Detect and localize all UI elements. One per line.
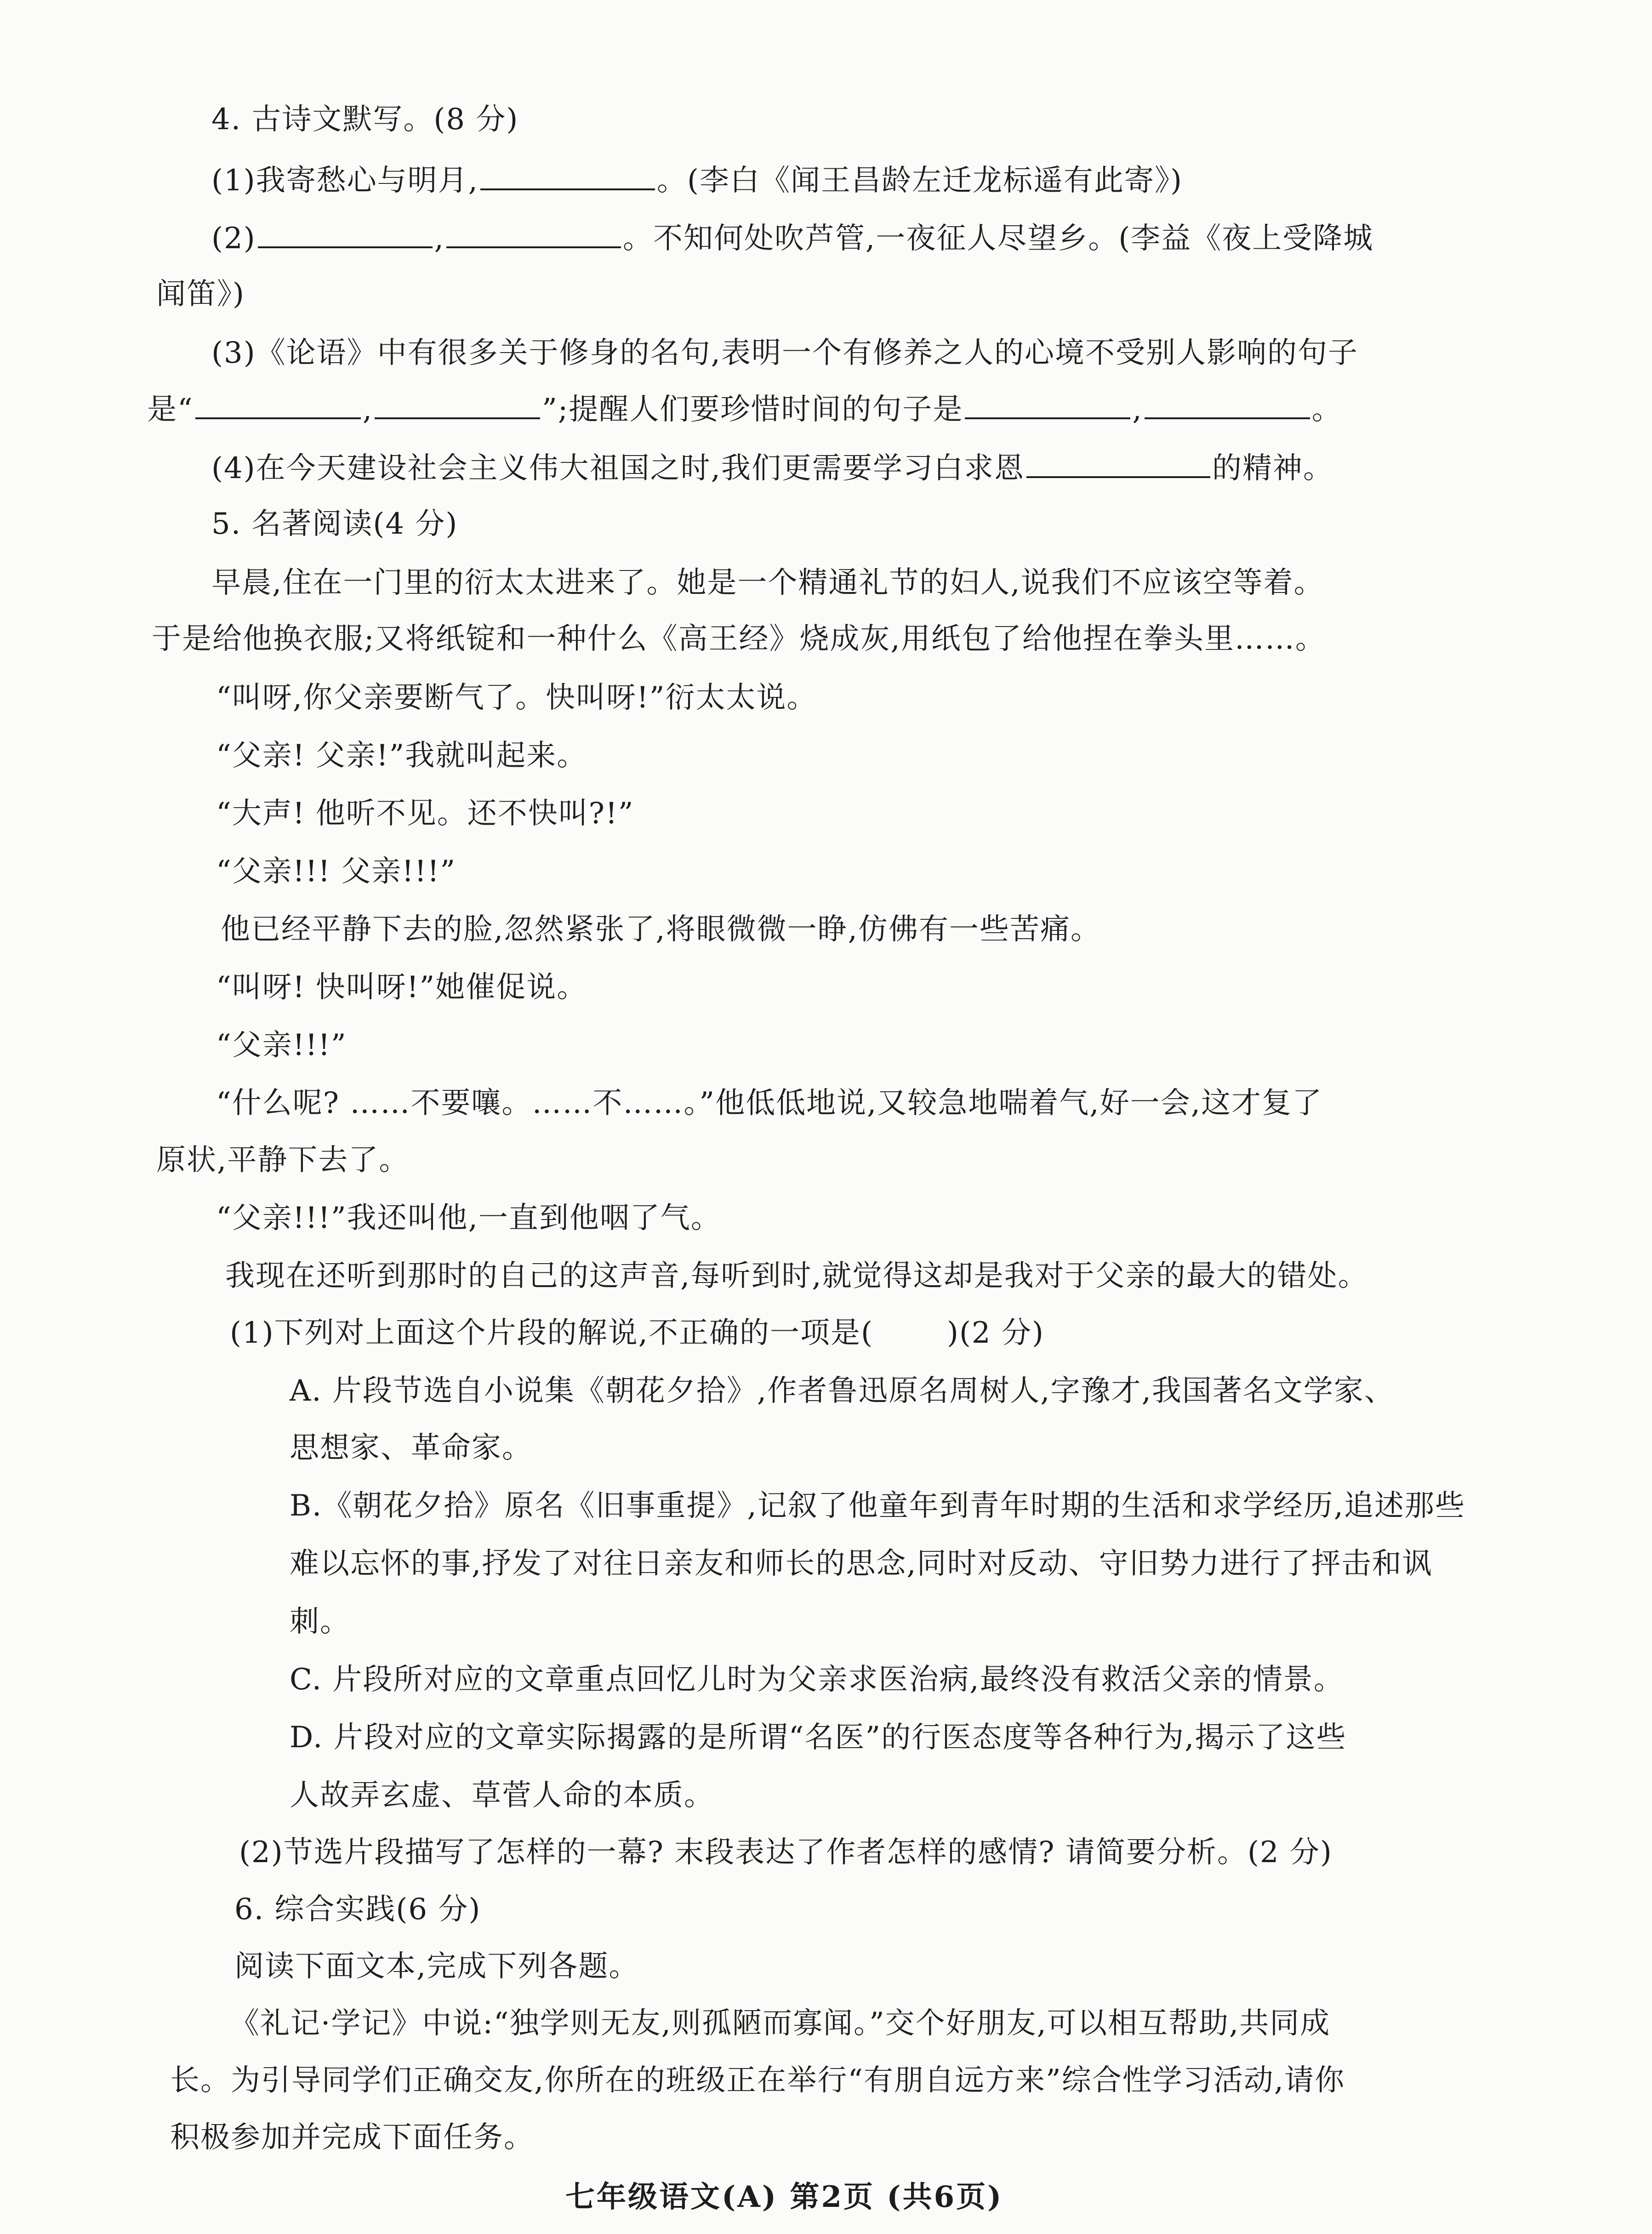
- q5-option-d-cont: 人故弄玄虚、草菅人命的本质。: [290, 1778, 714, 1812]
- q4-item-2-text: 。不知何处吹芦管,一夜征人尽望乡。(李益《夜上受降城: [623, 222, 1374, 256]
- q5-option-b: B.《朝花夕拾》原名《旧事重提》,记叙了他童年到青年时期的生活和求学经历,追述那些: [290, 1489, 1466, 1523]
- q6-passage-line: 长。为引导同学们正确交友,你所在的班级正在举行“有朋自远方来”综合性学习活动,请你: [170, 2063, 1345, 2097]
- q5-passage-line: “父亲!!! 父亲!!!”: [216, 855, 456, 889]
- answer-blank[interactable]: [480, 162, 655, 190]
- q4-item-3-text: ”;提醒人们要珍惜时间的句子是: [542, 393, 963, 427]
- answer-blank[interactable]: [375, 391, 540, 419]
- q4-item-1-text: (1)我寄愁心与明月,: [211, 164, 479, 198]
- q5-passage-line: “大声! 他听不见。还不快叫?!”: [216, 797, 634, 831]
- q4-item-1: [211, 162, 1183, 199]
- q4-item-3-comma1: ,: [362, 393, 373, 427]
- q6-intro: 阅读下面文本,完成下列各题。: [234, 1949, 639, 1983]
- q5-passage-line: 原状,平静下去了。: [156, 1143, 410, 1177]
- q5-option-b-cont: 难以忘怀的事,抒发了对往日亲友和师长的思念,同时对反动、守旧势力进行了抨击和讽: [290, 1547, 1433, 1581]
- q5-passage-line: “叫呀! 快叫呀!”她催促说。: [216, 970, 587, 1004]
- q5-option-b-cont2: 刺。: [290, 1605, 350, 1639]
- q5-title: 5. 名著阅读(4 分): [211, 507, 458, 541]
- q5-passage-line: 我现在还听到那时的自己的这声音,每听到时,就觉得这却是我对于父亲的最大的错处。: [225, 1259, 1368, 1293]
- answer-blank[interactable]: [965, 391, 1130, 419]
- q4-item-4-text: (4)在今天建设社会主义伟大祖国之时,我们更需要学习白求恩: [211, 451, 1025, 485]
- q5-passage-line: “父亲!!!”: [216, 1028, 347, 1062]
- q5-passage-line: 于是给他换衣服;又将纸锭和一种什么《高王经》烧成灰,用纸包了给他捏在拳头里……。: [152, 622, 1326, 656]
- q6-title: 6. 综合实践(6 分): [234, 1892, 481, 1926]
- q4-item-2: [211, 220, 1373, 257]
- q4-item-2-cont: 闻笛》): [156, 277, 245, 311]
- q5-passage-line: 他已经平静下去的脸,忽然紧张了,将眼微微一睁,仿佛有一些苦痛。: [221, 912, 1101, 946]
- answer-blank[interactable]: [446, 220, 621, 248]
- q4-item-2-label: (2): [211, 222, 256, 256]
- answer-blank[interactable]: [1026, 450, 1210, 478]
- answer-blank[interactable]: [1145, 391, 1310, 419]
- q4-item-3-comma2: ,: [1132, 393, 1143, 427]
- q5-option-a-cont: 思想家、革命家。: [290, 1431, 532, 1465]
- q6-passage-line: 《礼记·学记》中说:“独学则无友,则孤陋而寡闻。”交个好朋友,可以相互帮助,共同成: [230, 2006, 1331, 2040]
- q4-item-4: [211, 450, 1333, 487]
- q5-option-d: D. 片段对应的文章实际揭露的是所谓“名医”的行医态度等各种行为,揭示了这些: [290, 1721, 1347, 1755]
- q4-item-4-end: 的精神。: [1212, 451, 1333, 485]
- q5-passage-line: “父亲!!!”我还叫他,一直到他咽了气。: [216, 1201, 721, 1235]
- q5-sub2: (2)节选片段描写了怎样的一幕? 末段表达了作者怎样的感情? 请简要分析。(2 分): [239, 1835, 1333, 1869]
- page-footer: 七年级语文(A) 第2页 (共6页): [565, 2180, 1003, 2214]
- q4-title: 4. 古诗文默写。(8 分): [211, 103, 519, 137]
- q5-sub1-text: (1)下列对上面这个片段的解说,不正确的一项是(: [230, 1316, 873, 1350]
- q5-option-c: C. 片段所对应的文章重点回忆儿时为父亲求医治病,最终没有救活父亲的情景。: [290, 1663, 1344, 1697]
- q5-passage-line: “叫呀,你父亲要断气了。快叫呀!”衍太太说。: [216, 681, 817, 715]
- q5-sub1-score: )(2 分): [946, 1316, 1044, 1350]
- q5-option-a: A. 片段节选自小说集《朝花夕拾》,作者鲁迅原名周树人,字豫才,我国著名文学家、: [290, 1374, 1395, 1408]
- q6-passage-line: 积极参加并完成下面任务。: [170, 2120, 534, 2154]
- answer-blank[interactable]: [195, 391, 361, 419]
- q4-item-2-comma: ,: [434, 222, 444, 256]
- q4-item-3-line2: [147, 391, 1342, 428]
- q5-sub1: [230, 1315, 1044, 1351]
- q5-passage-line: 早晨,住在一门里的衍太太进来了。她是一个精通礼节的妇人,说我们不应该空等着。: [211, 566, 1324, 600]
- q4-item-3-end: 。: [1311, 393, 1342, 427]
- q5-passage-line: “父亲! 父亲!”我就叫起来。: [216, 739, 587, 773]
- answer-blank[interactable]: [258, 220, 433, 248]
- q4-item-3-lead: 是“: [147, 393, 194, 427]
- q4-item-3-line1: (3)《论语》中有很多关于修身的名句,表明一个有修养之人的心境不受别人影响的句子: [211, 336, 1358, 370]
- q4-item-1-source: 。(李白《闻王昌龄左迁龙标遥有此寄》): [657, 164, 1183, 198]
- q5-passage-line: “什么呢? ……不要嚷。……不……。”他低低地说,又较急地喘着气,好一会,这才复了: [216, 1086, 1323, 1120]
